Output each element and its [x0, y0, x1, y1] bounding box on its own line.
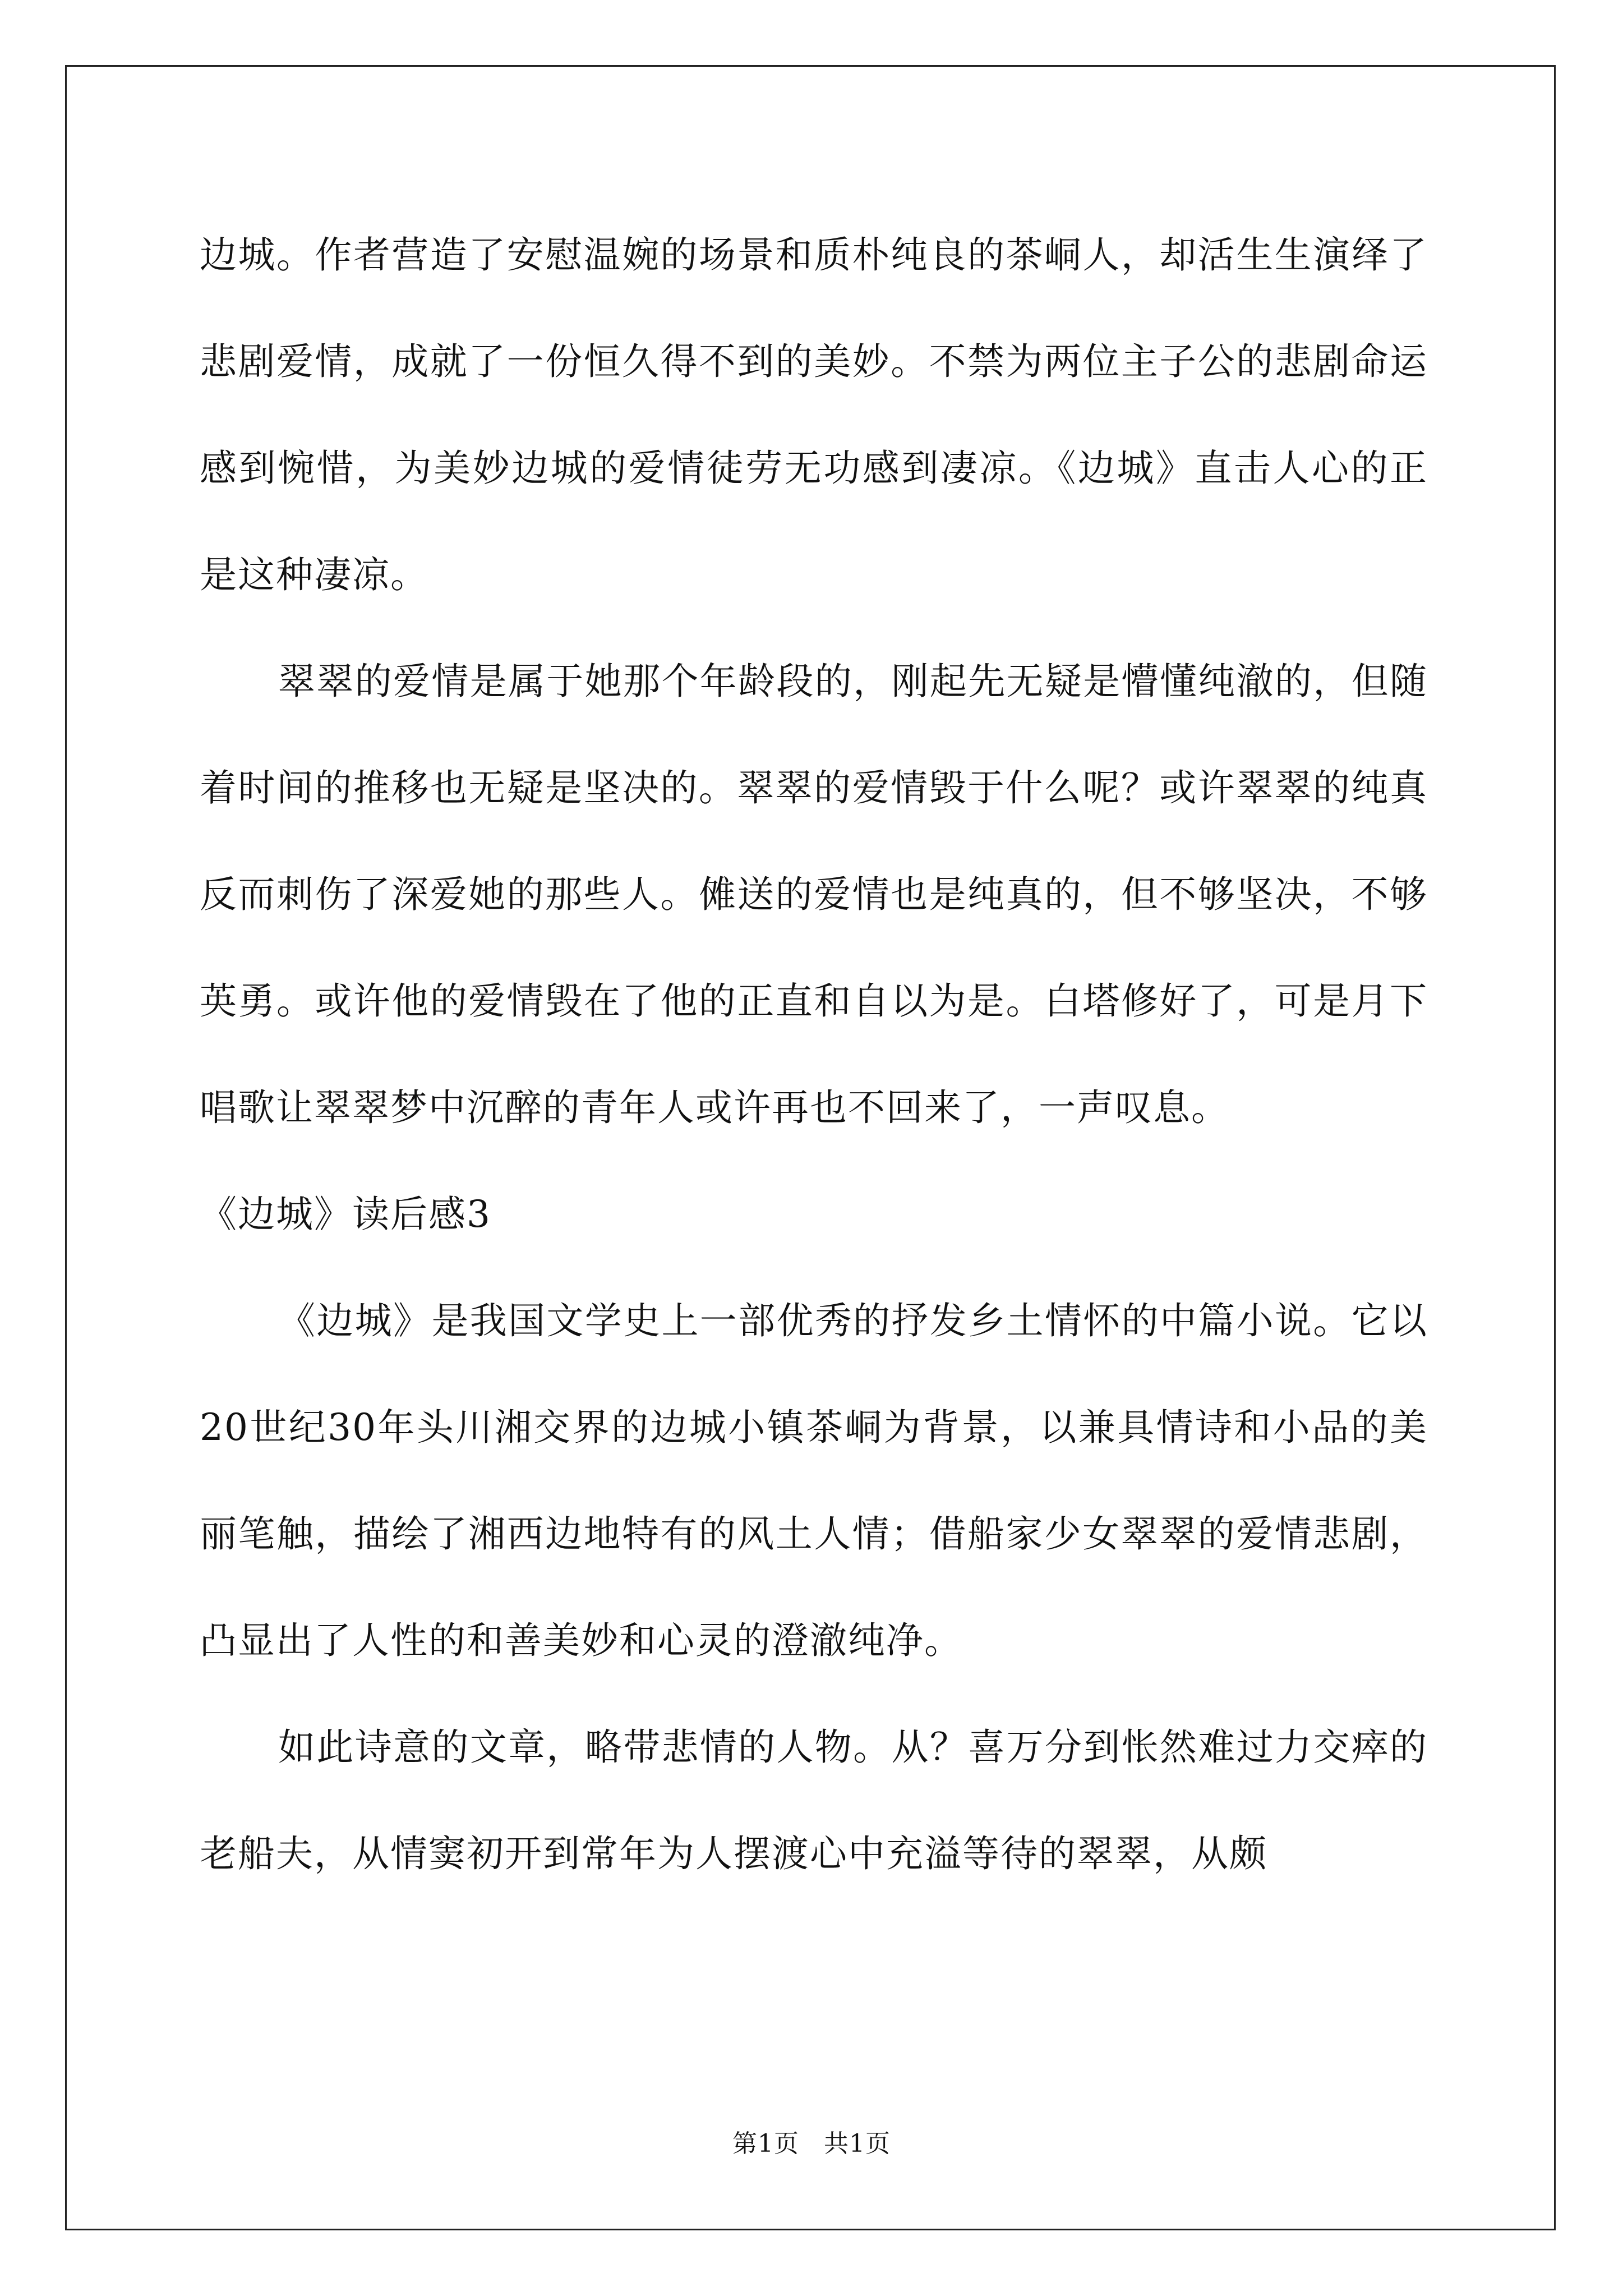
section-heading: 《边城》读后感3: [200, 1193, 491, 1236]
paragraph-2: 翠翠的爱情是属于她那个年龄段的，刚起先无疑是懵懂纯澈的，但随着时间的推移也无疑是坚决的。翠翠的爱情毁于什么呢？或许翠翠的纯真反而刺伤了深爱她的那些人。傩送的爱情也是纯真的，但不够坚决，不够英勇。或许他的爱情毁在了他的正直和自以为是。白塔修好了，可是月下唱歌让翠翠梦中沉醉的青年人或许再也不回来了，一声叹息。: [200, 660, 1428, 1129]
paragraph-1: 边城。作者营造了安慰温婉的场景和质朴纯良的茶峒人，却活生生演绎了悲剧爱情，成就了一份恒久得不到的美妙。不禁为两位主子公的悲剧命运感到惋惜，为美妙边城的爱情徒劳无功感到凄凉。《边城》直击人心的正是这种凄凉。: [200, 233, 1428, 596]
page-footer: [0, 2123, 1623, 2159]
document-body: [200, 202, 1428, 1907]
paragraph-4: 如此诗意的文章，略带悲情的人物。从？喜万分到怅然难过力交瘁的老船夫，从情窦初开到常年为人摆渡心中充溢等待的翠翠，从颇: [200, 1726, 1428, 1875]
page-total: 共1页: [824, 2129, 891, 2158]
paragraph-3: 《边城》是我国文学史上一部优秀的抒发乡土情怀的中篇小说。它以20世纪30年头川湘交界的边城小镇茶峒为背景，以兼具情诗和小品的美丽笔触，描绘了湘西边地特有的风土人情；借船家少女翠翠的爱情悲剧，凸显出了人性的和善美妙和心灵的澄澈纯净。: [200, 1299, 1428, 1662]
page-number: 第1页: [732, 2129, 799, 2158]
